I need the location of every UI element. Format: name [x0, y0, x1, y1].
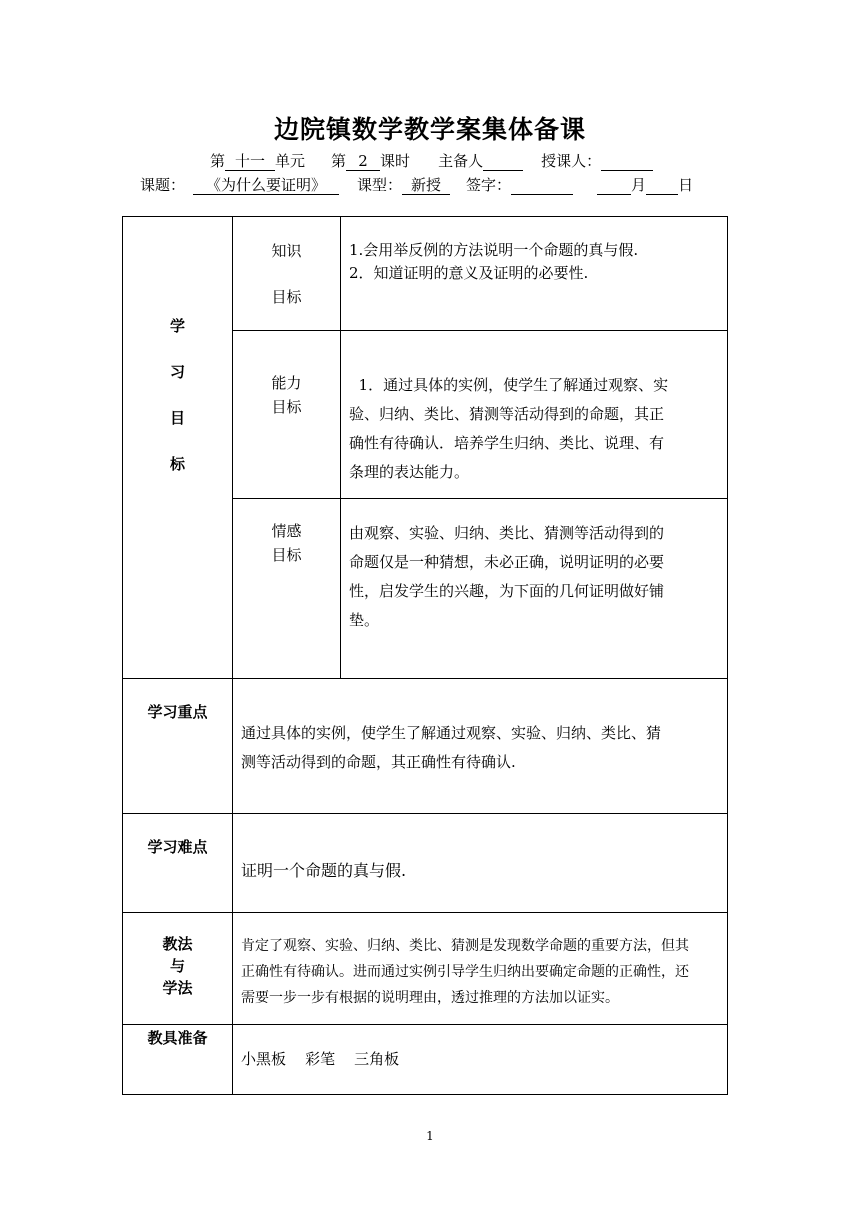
preparer-field: [483, 170, 523, 171]
difficulties-content-cell: [233, 814, 728, 913]
knowledge-text: 1.会用举反例的方法说明一个命题的真与假. 2．知道证明的意义及证明的必要性.: [349, 241, 639, 282]
objectives-label-cell: [123, 217, 233, 679]
knowledge-label-cell: 知识 目标: [233, 217, 341, 331]
methods-label: 教法 与 学法: [162, 935, 193, 997]
tools-text: 小黑板 彩笔 三角板: [241, 1050, 400, 1068]
key-points-label: 学习重点: [147, 703, 208, 721]
unit-number: 十一: [225, 153, 275, 171]
objectives-label: 学 习 目 标: [169, 317, 185, 473]
day-field: [646, 194, 678, 195]
knowledge-row: [123, 217, 728, 331]
key-points-content-cell: [233, 679, 728, 814]
page-title: 边院镇数学教学案集体备课: [273, 115, 586, 144]
methods-text: 肯定了观察、实验、归纳、类比、猜测是发现数学命题的重要方法，但其 正确性有待确认。进而通过实例引导学生归纳出要确定命题的正确性，还 需要一步一步有根据的说明理由，透过推理的方法加以证实。: [241, 938, 689, 1006]
tools-label: 教具准备: [147, 1029, 208, 1047]
emotion-text: 由观察、实验、归纳、类比、猜测等活动得到的 命题仅是一种猜想，未必正确，说明证明的必要 性，启发学生的兴趣，为下面的几何证明做好铺 垫。: [349, 524, 665, 629]
methods-row: [123, 913, 728, 1025]
lesson-number: 2: [346, 153, 380, 171]
month-field: [597, 194, 631, 195]
key-points-row: [123, 679, 728, 814]
emotion-content-cell: [341, 499, 728, 679]
tools-label-cell: [123, 1025, 233, 1095]
ability-label-cell: 能力 目标: [233, 331, 341, 499]
ability-content-cell: [341, 331, 728, 499]
methods-label-cell: [123, 913, 233, 1025]
emotion-label-cell: 情感 目标: [233, 499, 341, 679]
key-points-label-cell: [123, 679, 233, 814]
tools-content-cell: [233, 1025, 728, 1095]
difficulties-label: 学习难点: [147, 838, 208, 856]
methods-content-cell: [233, 913, 728, 1025]
topic-field: 《为什么要证明》: [193, 177, 339, 195]
tools-row: [123, 1025, 728, 1095]
difficulties-label-cell: [123, 814, 233, 913]
knowledge-content-cell: [341, 217, 728, 331]
type-field: 新授: [402, 177, 450, 195]
difficulties-row: [123, 814, 728, 913]
difficulties-text: 证明一个命题的真与假.: [241, 861, 407, 880]
page-number: 1: [426, 1129, 434, 1143]
meta-line-2: 课题： 《为什么要证明》 课型： 新授 签字： 月 日: [140, 176, 694, 194]
sign-field: [511, 194, 573, 195]
ability-text: 1．通过具体的实例，使学生了解通过观察、实 验、归纳、类比、猜测等活动得到的命题，其正 确性有待确认．培养学生归纳、类比、说理、有 条理的表达能力。: [349, 376, 669, 481]
teacher-field: [601, 170, 653, 171]
key-points-text: 通过具体的实例，使学生了解通过观察、实验、归纳、类比、猜 测等活动得到的命题，其正确性有待确认.: [241, 724, 662, 771]
lesson-plan-table: [122, 216, 728, 1095]
meta-line-1: 第 十一 单元 第 2 课时 主备人 授课人：: [210, 150, 653, 171]
